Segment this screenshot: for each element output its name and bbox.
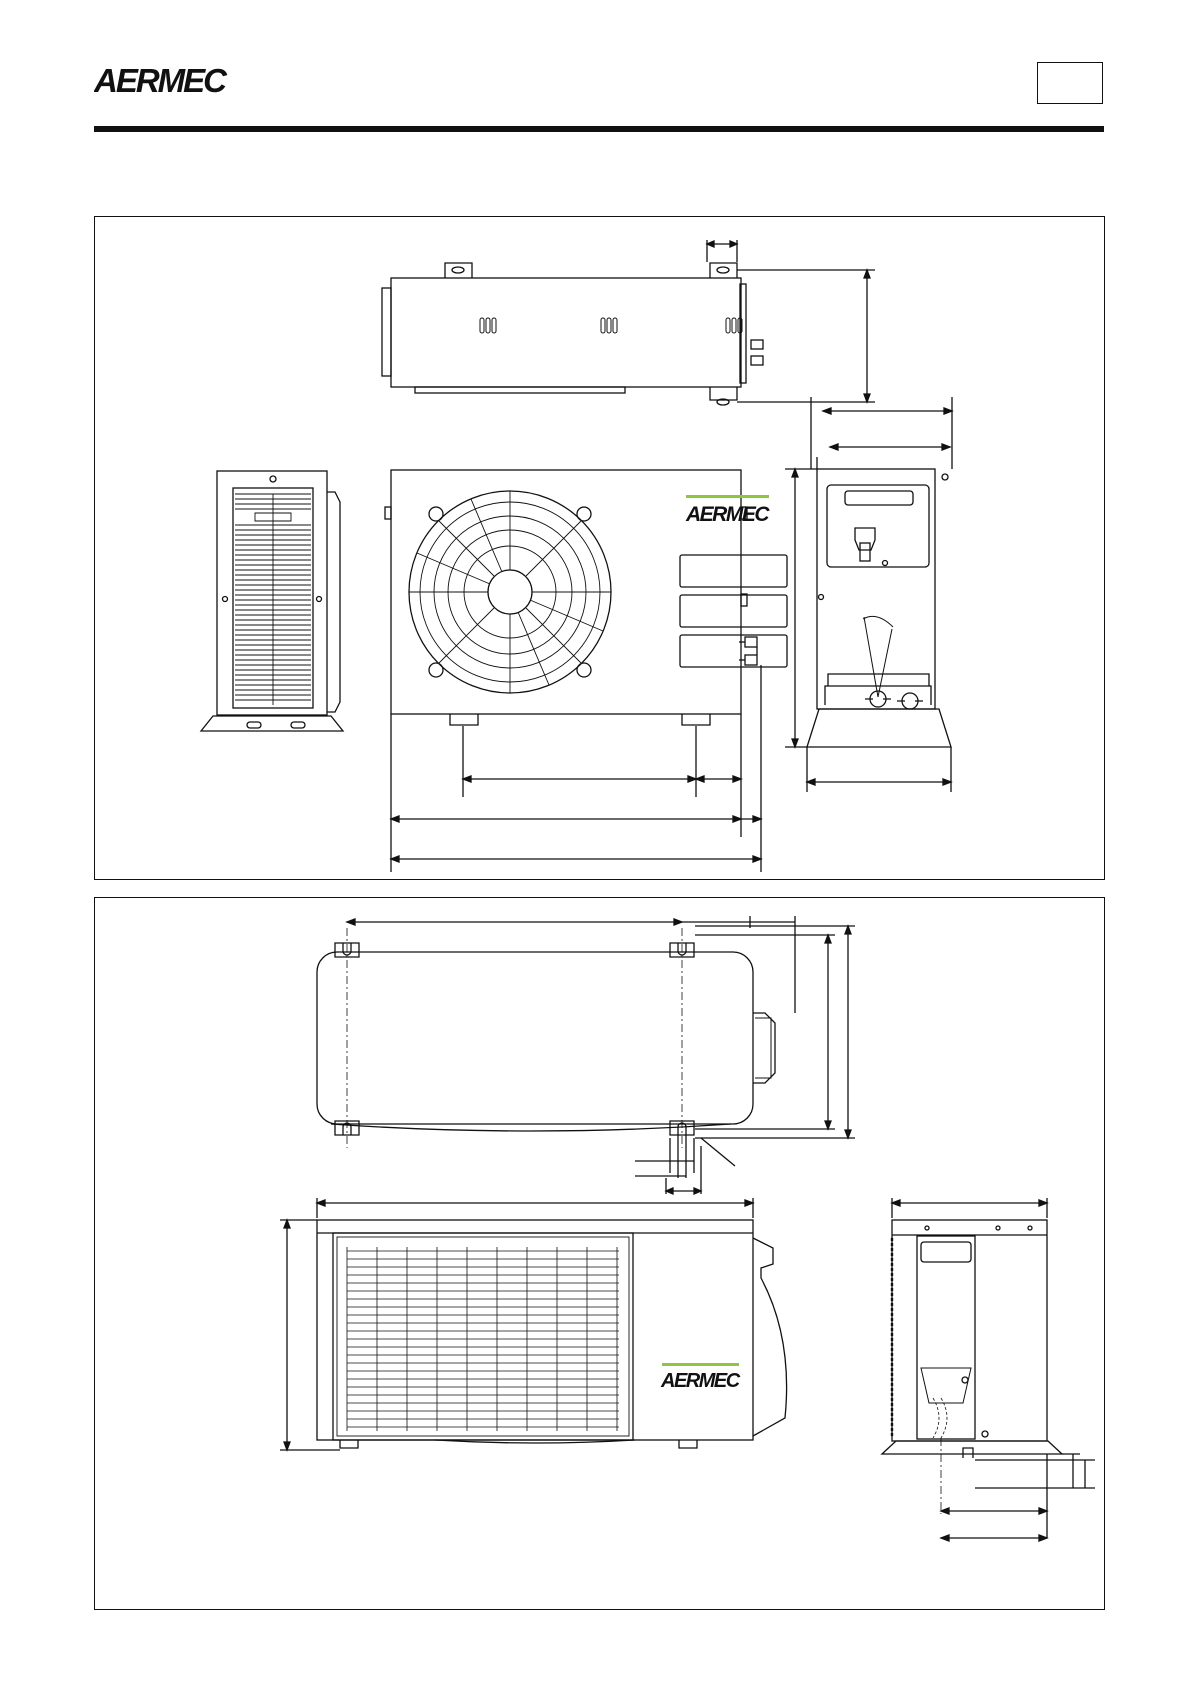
front-view-unit-b [280,1198,787,1450]
top-view-unit-a [382,240,875,405]
front-view-unit-a [385,470,787,872]
drawing-panel-bottom [94,897,1105,1610]
side-view-left-a [201,471,343,731]
unit-brand-badge-b [660,1363,741,1392]
unit-badge-text-b: AERMEC [661,1370,739,1392]
outdoor-unit-dimension-drawing-b [95,898,1106,1611]
mounting-slot-icon [335,943,694,1135]
page-number-box [1037,62,1103,104]
unit-brand-badge [685,495,770,526]
side-view-right-a [785,397,952,792]
header-rule [94,126,1104,132]
outdoor-unit-dimension-drawing-a [95,217,1106,881]
fan-grille-icon [409,491,611,693]
unit-badge-text: AERMEC [686,503,769,526]
front-grille-icon [347,1247,619,1431]
side-view-right-b [882,1198,1095,1541]
top-view-unit-b [317,916,855,1194]
aermec-logo [94,60,229,102]
brand-logo-text: AERMEC [94,62,226,99]
drawing-panel-top [94,216,1105,880]
